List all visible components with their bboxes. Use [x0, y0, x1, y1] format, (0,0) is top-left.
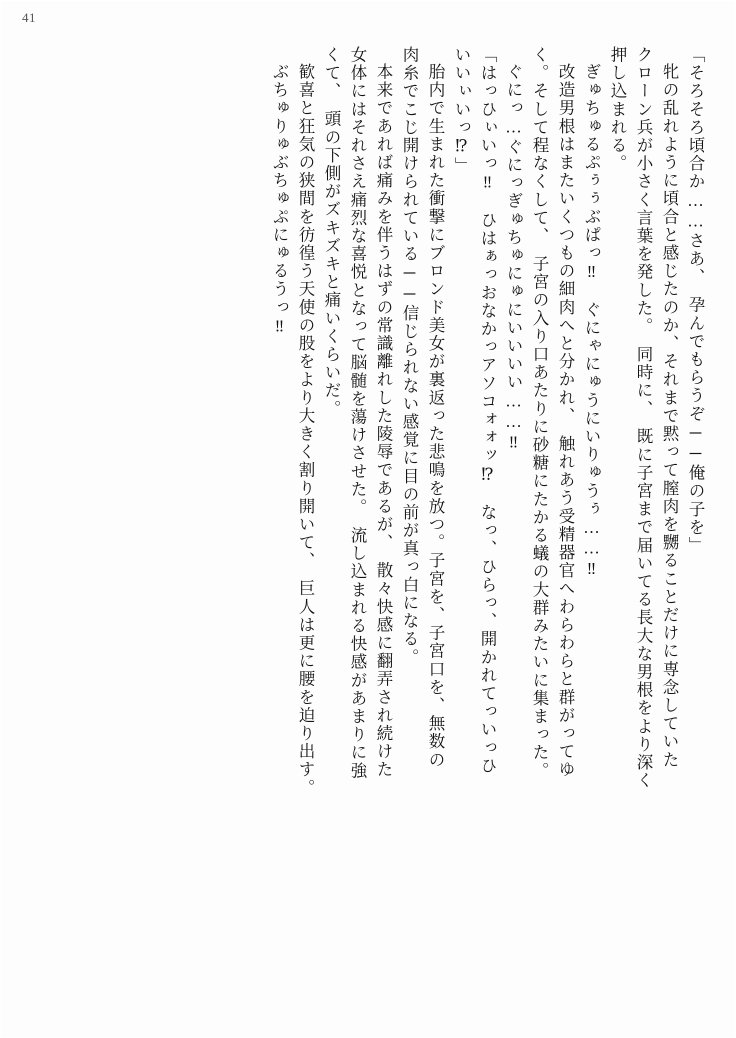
text-line: 「はっひぃいっ‼ ひはぁっおなかっアソコォォッ⁉ なっ、ひらっ、開かれてっいっひ: [478, 46, 497, 775]
text-line: 改造男根はまたいくつもの細肉へと分かれ、 触れあう受精器官へわらわらと群がってゆ: [556, 63, 575, 779]
text-line: ぎゅちゅるぷぅぅぶぱっ‼ ぐにゃにゅうにいりゅうぅ……‼: [582, 63, 601, 580]
text-line: 歓喜と狂気の狭間を彷徨う天使の股をより大きく割り開いて、 巨人は更に腰を迫り出す。: [296, 63, 315, 797]
text-line: 「そろそろ頃合か……さあ、 孕んでもらうぞ──俺の子を」: [686, 46, 705, 555]
text-line: く。そして程なくして、 子宮の入り口あたりに砂糖にたかる蟻の大群みたいに集まった。: [530, 46, 549, 780]
text-line: くて、 頭の下側がズキズキと痛いくらいだ。: [322, 46, 341, 418]
vertical-text-body: [58, 46, 708, 1012]
text-line: 肉糸でこじ開けられている──信じられない感覚に目の前が真っ白になる。: [400, 46, 419, 667]
text-line: ぐにっ…ぐにっぎゅちゅにゅにいいいい……‼: [504, 63, 523, 454]
text-line: 牝の乱れように頃合と感じたのか、それまで黙って膣肉を嬲ることだけに専念していた: [660, 63, 679, 769]
text-line: クローン兵が小さく言葉を発した。 同時に、 既に子宮まで届いてる長大な男根をより深く: [634, 46, 653, 790]
text-line: ぶちゅりゅぶちゅぷにゅるうっ‼: [270, 63, 289, 337]
text-line: 本来であれば痛みを伴うはずの常識離れした陵辱であるが、 散々快感に翻弄され続けた: [374, 63, 393, 779]
text-line: 胎内で生まれた衝撃にブロンド美女が裏返った悲鳴を放つ。子宮を、子宮口を、無数の: [426, 63, 445, 769]
page-number: 41: [22, 10, 36, 25]
text-line: いいぃいっ⁉」: [452, 46, 471, 176]
text-line: 押し込まれる。: [608, 46, 627, 173]
text-line: 女体にはそれさえ痛烈な喜悦となって脳髄を蕩けさせた。 流し込まれる快感があまりに強: [348, 46, 367, 780]
